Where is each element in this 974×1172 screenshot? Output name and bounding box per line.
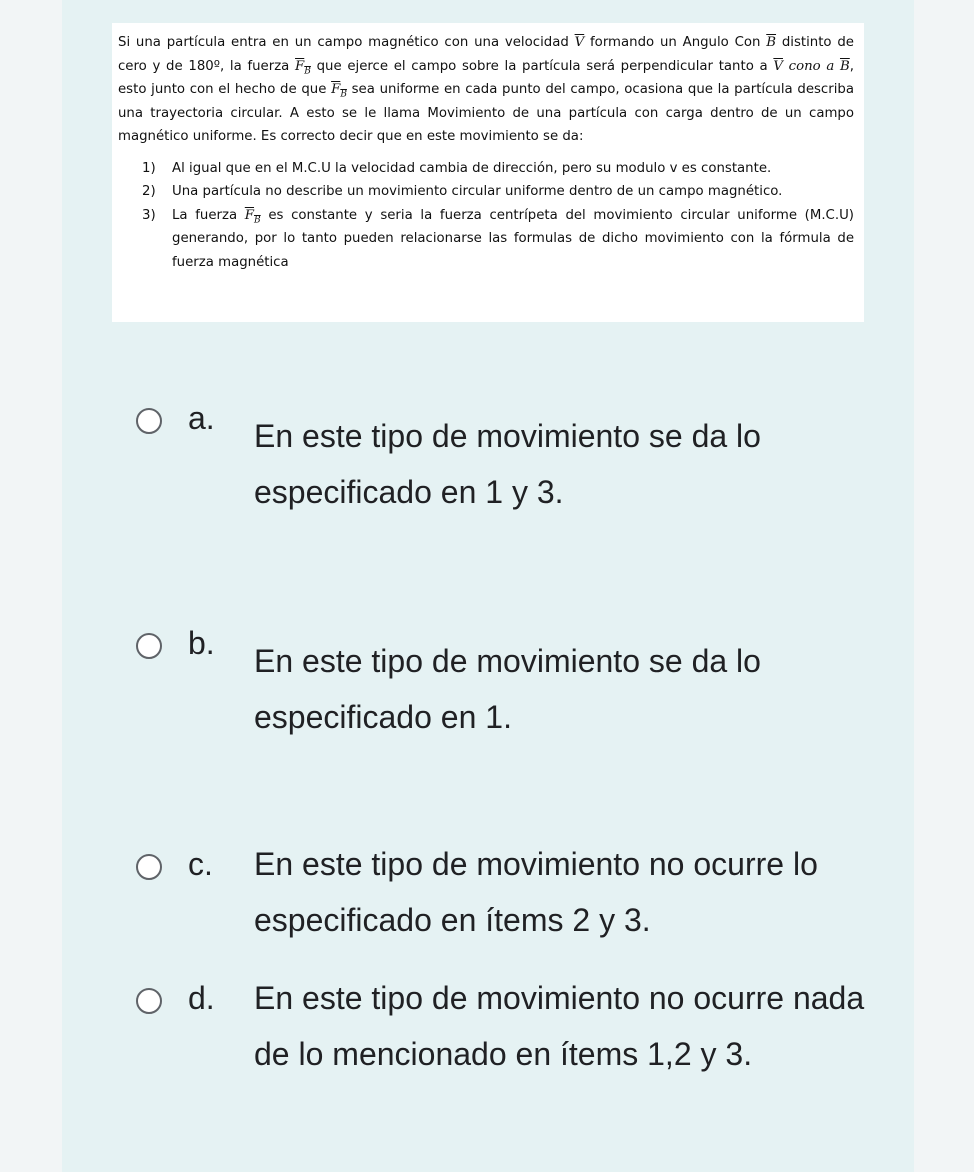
option-text[interactable]: En este tipo de movimiento se da lo especificado en 1. (254, 643, 761, 735)
statement-number: 2) (142, 184, 156, 199)
option-text[interactable]: En este tipo de movimiento no ocurre nada de lo mencionado en ítems 1,2 y 3. (254, 980, 865, 1072)
force-letter: F (295, 58, 305, 74)
force-subscript: B (304, 66, 311, 77)
velocity-symbol: $\overline{V}$ (773, 58, 783, 74)
stem-text: formando un Angulo Con (584, 35, 767, 50)
statement-number: 1) (142, 160, 156, 176)
option-letter: c. (188, 846, 213, 882)
option-letter: a. (188, 400, 215, 436)
force-symbol (295, 58, 311, 77)
stem-text: sea uniforme en cada punto del campo, ocasiona que la partícula describa una trayectoria circular. A esto se le llama Movimiento de una partícula con carga dentro de un campo magnético uniforme. Es correcto decir que en este movimiento se da: (118, 82, 854, 144)
statement-text: Al igual que en el M.C.U la velocidad cambia de dirección, pero su modulo v es constante. (172, 160, 772, 176)
radio-button-d[interactable] (136, 988, 162, 1014)
force-symbol (244, 207, 261, 226)
stem-text: que ejerce el campo sobre la partícula será perpendicular tanto a (310, 58, 774, 74)
option-text[interactable]: En este tipo de movimiento no ocurre lo especificado en ítems 2 y 3. (254, 846, 818, 938)
stem-text: Si una partícula entra en un campo magnético con una velocidad (118, 35, 575, 50)
force-symbol (331, 82, 347, 100)
statement-item-1 (118, 157, 854, 181)
radio-button-a[interactable] (136, 408, 162, 434)
radio-button-c[interactable] (136, 854, 162, 880)
question-image (112, 23, 864, 322)
statement-text: es constante y seria la fuerza centrípeta del movimiento circular uniforme (M.C.U) generando, por lo tanto pueden relacionarse las formulas de dicho movimiento con la fórmula de fuerza magnética (172, 207, 854, 270)
statement-item-2 (118, 180, 854, 204)
question-stem (118, 31, 854, 149)
statement-text: La fuerza (172, 207, 245, 223)
stem-text: , esto junto con el hecho de que (118, 58, 854, 97)
force-subscript: B (340, 89, 347, 100)
radio-button-b[interactable] (136, 633, 162, 659)
force-letter: F (331, 82, 341, 97)
statement-list (118, 157, 854, 275)
stem-text-italic: cono a (782, 58, 840, 74)
velocity-symbol: $\overline{V}$ (574, 35, 585, 50)
option-text[interactable]: En este tipo de movimiento se da lo especificado en 1 y 3. (254, 418, 761, 510)
statement-number: 3) (142, 207, 156, 223)
magnetic-field-symbol: $\overline{B}$ (766, 35, 777, 50)
force-subscript: B (254, 215, 261, 226)
stem-text: distinto de cero y de 180º, la fuerza (118, 35, 854, 74)
option-letter: d. (188, 980, 215, 1016)
option-letter: b. (188, 625, 215, 661)
statement-item-3 (118, 204, 854, 275)
force-letter: F (244, 207, 255, 223)
magnetic-field-symbol: $\overline{B}$ (839, 58, 850, 74)
statement-text: Una partícula no describe un movimiento circular uniforme dentro de un campo magnético. (172, 184, 783, 199)
